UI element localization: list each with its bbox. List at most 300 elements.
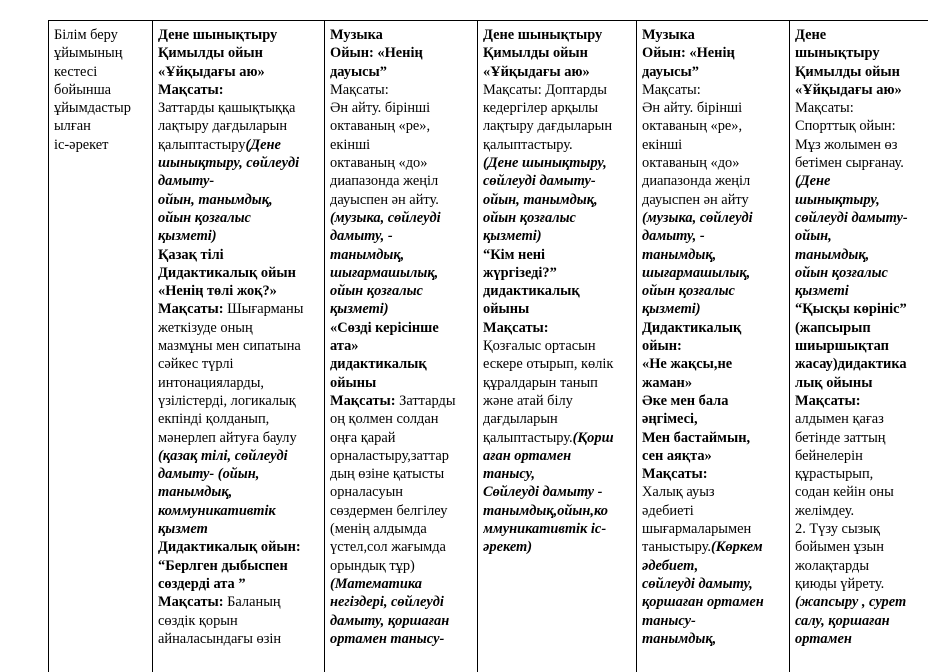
text-run: орындық тұр) bbox=[330, 557, 415, 574]
text-run: оңға қарай bbox=[330, 429, 396, 446]
text-run: дауысы” bbox=[642, 63, 699, 80]
text-line bbox=[158, 355, 320, 373]
text-line bbox=[483, 410, 632, 428]
text-run: және атай білу bbox=[483, 392, 573, 409]
text-line bbox=[158, 172, 320, 190]
text-line bbox=[642, 429, 785, 447]
text-run: үзілістерді, логикалық bbox=[158, 392, 296, 409]
text-line bbox=[642, 154, 785, 172]
text-line bbox=[642, 502, 785, 520]
text-line bbox=[158, 575, 320, 593]
text-line bbox=[483, 447, 632, 465]
text-run: қызметі) bbox=[642, 301, 701, 318]
text-run: Мақсаты: bbox=[483, 319, 549, 336]
text-line bbox=[330, 483, 473, 501]
text-line bbox=[158, 117, 320, 135]
text-line bbox=[330, 282, 473, 300]
text-run: (Математика bbox=[330, 575, 422, 592]
text-line bbox=[795, 374, 924, 392]
text-run: шынықтыру, сөйлеуді bbox=[158, 155, 300, 172]
text-run: сөздік қорын bbox=[158, 612, 238, 629]
text-line bbox=[483, 374, 632, 392]
text-line bbox=[483, 520, 632, 538]
text-line bbox=[795, 191, 924, 209]
text-run: октаваның «ре», bbox=[642, 118, 743, 135]
text-run: лақтыру дағдыларын bbox=[483, 118, 613, 135]
text-run: Мақсаты: bbox=[642, 81, 701, 98]
text-line bbox=[642, 99, 785, 117]
text-line bbox=[642, 282, 785, 300]
text-run: сөйлеуді дамыту, bbox=[642, 575, 753, 592]
text-line bbox=[642, 63, 785, 81]
text-run: Баланың bbox=[227, 594, 281, 611]
text-line bbox=[642, 319, 785, 337]
text-line bbox=[642, 374, 785, 392]
text-line bbox=[483, 483, 632, 501]
text-run: Музыка bbox=[642, 27, 695, 43]
text-line bbox=[330, 355, 473, 373]
text-line bbox=[642, 172, 785, 190]
text-line bbox=[158, 282, 320, 300]
text-run: “Қысқы көрініс” bbox=[795, 301, 907, 318]
text-run: Мақсаты: bbox=[330, 392, 400, 409]
text-run: қызмет bbox=[158, 521, 208, 538]
text-line bbox=[330, 246, 473, 264]
text-run: (Қорш bbox=[572, 429, 614, 446]
text-line bbox=[795, 227, 924, 245]
text-run: Дидактикалық bbox=[642, 319, 742, 336]
text-line bbox=[483, 99, 632, 117]
text-run: лық ойыны bbox=[795, 374, 873, 391]
text-run: алдымен қағаз bbox=[795, 411, 884, 428]
text-line bbox=[330, 447, 473, 465]
text-line bbox=[330, 392, 473, 410]
text-run: құралдарын танып bbox=[483, 374, 598, 391]
text-line bbox=[483, 63, 632, 81]
text-run: қиюды үйрету. bbox=[795, 575, 885, 592]
text-line bbox=[483, 81, 632, 99]
text-run: танымдық, bbox=[642, 630, 717, 647]
text-line bbox=[795, 136, 924, 154]
text-line bbox=[795, 319, 924, 337]
text-run: дауыспен ән айту bbox=[642, 191, 749, 208]
text-line bbox=[158, 191, 320, 209]
text-run: Қазақ тілі bbox=[158, 246, 224, 263]
text-line bbox=[795, 282, 924, 300]
text-line bbox=[158, 227, 320, 245]
text-run: (Дене шынықтыру, bbox=[483, 155, 607, 172]
text-line bbox=[642, 337, 785, 355]
text-line bbox=[795, 355, 924, 373]
text-line bbox=[483, 154, 632, 172]
text-run: ойын, bbox=[795, 228, 832, 245]
text-line bbox=[158, 337, 320, 355]
text-run: желімдеу. bbox=[795, 502, 855, 519]
text-line bbox=[158, 557, 320, 575]
text-line bbox=[158, 465, 320, 483]
text-run: Қимылды ойын bbox=[483, 45, 588, 62]
text-run: ммуникативтік іс- bbox=[483, 521, 607, 538]
text-run: қызметі) bbox=[483, 228, 542, 245]
text-line bbox=[483, 191, 632, 209]
text-line bbox=[483, 300, 632, 318]
text-line bbox=[330, 63, 473, 81]
text-line bbox=[642, 557, 785, 575]
text-line bbox=[158, 630, 320, 648]
text-run: «Сөзді керісінше bbox=[330, 319, 439, 336]
text-run: шынықтыру, bbox=[795, 191, 880, 208]
text-line bbox=[642, 300, 785, 318]
text-line bbox=[642, 117, 785, 135]
text-line bbox=[330, 374, 473, 392]
text-line bbox=[330, 319, 473, 337]
text-line bbox=[642, 246, 785, 264]
text-run: жолақтарды bbox=[795, 557, 869, 574]
text-run: сөздермен белгілеу bbox=[330, 502, 448, 519]
text-run: (жапсырып bbox=[795, 319, 871, 336]
text-line bbox=[158, 593, 320, 611]
text-line bbox=[795, 465, 924, 483]
text-line bbox=[795, 154, 924, 172]
text-run: ойын: bbox=[642, 338, 682, 355]
text-run: ортамен танысу- bbox=[330, 630, 445, 647]
text-run: Шығарманы bbox=[227, 301, 304, 318]
text-line bbox=[795, 300, 924, 318]
text-run: әңгімесі, bbox=[642, 411, 698, 428]
text-line bbox=[158, 209, 320, 227]
text-run: Мақсаты: bbox=[330, 81, 389, 98]
text-line bbox=[330, 557, 473, 575]
text-run: Сөйлеуді дамыту - bbox=[483, 484, 603, 501]
text-run: ортамен bbox=[795, 630, 852, 647]
text-run: дамыту, қоршаған bbox=[330, 612, 450, 629]
text-line bbox=[330, 227, 473, 245]
text-run: танымдық, bbox=[330, 246, 405, 263]
text-run: жүргізеді?” bbox=[483, 264, 557, 281]
text-run: Мақсаты: bbox=[642, 466, 708, 483]
text-run: Заттарды қашықтыққа bbox=[158, 100, 296, 117]
text-run: сәйкес түрлі bbox=[158, 356, 234, 373]
text-run: бетімен сырғанау. bbox=[795, 155, 904, 172]
text-line bbox=[330, 136, 473, 154]
text-run: әдебиет, bbox=[642, 557, 699, 574]
text-run: (Көркем bbox=[710, 539, 763, 556]
text-run: сен аяқта» bbox=[642, 447, 712, 464]
text-run: Мен бастаймын, bbox=[642, 429, 751, 446]
text-line bbox=[795, 630, 924, 648]
text-run: «Ұйқыдағы аю» bbox=[158, 63, 265, 80]
text-run: (музыка, сөйлеуді bbox=[642, 209, 753, 226]
text-line bbox=[795, 172, 924, 190]
text-line bbox=[642, 575, 785, 593]
text-line bbox=[483, 172, 632, 190]
text-run: бойынша bbox=[54, 81, 112, 98]
text-run: диапазонда жеңіл bbox=[330, 173, 439, 190]
text-line bbox=[330, 172, 473, 190]
text-line bbox=[795, 410, 924, 428]
text-run: Қимылды ойын bbox=[795, 63, 900, 80]
text-run: (қазақ тілі, сөйлеуді bbox=[158, 447, 288, 464]
text-line bbox=[795, 520, 924, 538]
text-run: қызметі) bbox=[330, 301, 389, 318]
text-line bbox=[642, 630, 785, 648]
text-line bbox=[795, 447, 924, 465]
text-run: октаваның «до» bbox=[330, 155, 428, 172]
text-run: Заттарды bbox=[399, 392, 456, 409]
text-run: содан кейін оны bbox=[795, 484, 894, 501]
text-line bbox=[158, 374, 320, 392]
text-run: ойын, танымдық, bbox=[158, 191, 273, 208]
text-run: мазмұны мен сипатына bbox=[158, 338, 301, 355]
text-line bbox=[330, 630, 473, 648]
text-line bbox=[158, 99, 320, 117]
text-line bbox=[642, 465, 785, 483]
text-line bbox=[483, 392, 632, 410]
text-run: айналасындағы өзін bbox=[158, 630, 282, 647]
text-line bbox=[483, 26, 632, 44]
text-line bbox=[158, 612, 320, 630]
text-run: «Не жақсы,не bbox=[642, 356, 733, 373]
text-line bbox=[795, 429, 924, 447]
text-run: шығармашылық, bbox=[330, 264, 439, 281]
text-line bbox=[795, 575, 924, 593]
text-run: қоршаған ортамен bbox=[642, 594, 764, 611]
text-run: Дене шынықтыру bbox=[158, 27, 278, 43]
text-line bbox=[158, 319, 320, 337]
text-line bbox=[795, 593, 924, 611]
text-run: ұйымының bbox=[54, 45, 123, 62]
text-line bbox=[795, 63, 924, 81]
text-run: Мақсаты: bbox=[795, 392, 861, 409]
text-line bbox=[483, 319, 632, 337]
text-line bbox=[795, 81, 924, 99]
text-line bbox=[642, 227, 785, 245]
text-line bbox=[795, 117, 924, 135]
text-line bbox=[158, 429, 320, 447]
text-run: Мақсаты: bbox=[158, 81, 224, 98]
text-run: дамыту- (ойын, bbox=[158, 466, 260, 483]
text-line bbox=[158, 538, 320, 556]
text-run: Дидактикалық ойын: bbox=[158, 539, 301, 556]
text-line bbox=[642, 538, 785, 556]
text-line bbox=[642, 612, 785, 630]
text-line bbox=[795, 337, 924, 355]
text-line bbox=[54, 81, 148, 99]
text-run: интонацияларды, bbox=[158, 374, 264, 391]
text-run: диапазонда жеңіл bbox=[642, 173, 751, 190]
text-run: Дене bbox=[795, 27, 827, 43]
text-line bbox=[54, 63, 148, 81]
text-run: Әке мен бала bbox=[642, 392, 729, 409]
text-run: дидактикалық bbox=[330, 356, 427, 373]
text-line bbox=[330, 44, 473, 62]
text-line bbox=[330, 410, 473, 428]
text-line bbox=[158, 483, 320, 501]
text-line bbox=[158, 300, 320, 318]
text-line bbox=[795, 44, 924, 62]
text-run: бойымен ұзын bbox=[795, 539, 884, 556]
text-line bbox=[158, 447, 320, 465]
text-run: Қимылды ойын bbox=[158, 45, 263, 62]
text-run: «Ұйқыдағы аю» bbox=[483, 63, 590, 80]
text-line bbox=[642, 136, 785, 154]
text-run: “Берлген дыбыспен bbox=[158, 557, 288, 574]
text-run: үстел,сол жағымда bbox=[330, 539, 446, 556]
text-line bbox=[54, 136, 148, 154]
text-run: шынықтыру bbox=[795, 45, 880, 62]
text-run: дидактикалық bbox=[483, 283, 580, 300]
text-run: (жапсыру , сурет bbox=[795, 594, 907, 611]
text-line bbox=[795, 612, 924, 630]
text-run: қызметі) bbox=[158, 228, 217, 245]
text-run: Мақсаты: bbox=[158, 594, 228, 611]
text-run: 2. Түзу сызық bbox=[795, 521, 880, 538]
text-line bbox=[330, 300, 473, 318]
text-run: әрекет) bbox=[483, 539, 533, 556]
text-line bbox=[330, 502, 473, 520]
text-line bbox=[483, 209, 632, 227]
text-run: ұйымдастыр bbox=[54, 100, 131, 117]
text-run: лақтыру дағдыларын bbox=[158, 118, 288, 135]
text-line bbox=[795, 483, 924, 501]
text-line bbox=[642, 209, 785, 227]
text-line bbox=[330, 465, 473, 483]
text-line bbox=[330, 99, 473, 117]
text-run: шығармашылық, bbox=[642, 264, 751, 281]
text-run: танымдық, bbox=[795, 246, 870, 263]
text-line bbox=[330, 612, 473, 630]
text-line bbox=[795, 502, 924, 520]
text-line bbox=[158, 81, 320, 99]
day-4-cell bbox=[637, 21, 790, 672]
text-run: Қозғалыс ортасын bbox=[483, 338, 596, 355]
text-run: жаман» bbox=[642, 374, 693, 391]
text-run: дамыту, - bbox=[330, 228, 393, 245]
text-line bbox=[795, 246, 924, 264]
text-line bbox=[642, 593, 785, 611]
day-2-cell bbox=[325, 21, 478, 672]
text-line bbox=[158, 136, 320, 154]
text-run: дамыту- bbox=[158, 173, 215, 190]
text-line bbox=[330, 429, 473, 447]
text-line bbox=[483, 282, 632, 300]
text-run: (менің алдымда bbox=[330, 521, 427, 538]
activity-type-cell bbox=[49, 21, 153, 672]
text-line bbox=[483, 355, 632, 373]
text-run: ата» bbox=[330, 338, 359, 355]
text-line bbox=[642, 520, 785, 538]
text-line bbox=[795, 209, 924, 227]
text-line bbox=[642, 264, 785, 282]
text-line bbox=[483, 429, 632, 447]
text-line bbox=[483, 44, 632, 62]
text-run: Мақсаты: bbox=[158, 301, 228, 318]
text-line bbox=[54, 117, 148, 135]
text-run: Музыка bbox=[330, 27, 383, 43]
text-run: «Ненің төлі жоқ?» bbox=[158, 283, 277, 300]
text-line bbox=[795, 99, 924, 117]
text-run: ойын қозғалыс bbox=[795, 264, 888, 281]
text-run: оң қолмен солдан bbox=[330, 411, 439, 428]
text-run: ойын қозғалыс bbox=[483, 209, 576, 226]
text-run: негіздері, сөйлеуді bbox=[330, 594, 444, 611]
text-run: ойын қозғалыс bbox=[330, 283, 423, 300]
text-line bbox=[330, 538, 473, 556]
text-line bbox=[642, 44, 785, 62]
text-line bbox=[642, 483, 785, 501]
text-line bbox=[483, 136, 632, 154]
text-run: Ән айту. бірінші bbox=[642, 100, 743, 117]
text-line bbox=[330, 26, 473, 44]
text-line bbox=[483, 538, 632, 556]
text-line bbox=[330, 337, 473, 355]
text-run: “Кім нені bbox=[483, 246, 545, 263]
text-line bbox=[330, 575, 473, 593]
text-line bbox=[158, 392, 320, 410]
text-run: дамыту, - bbox=[642, 228, 705, 245]
text-run: орналастыру,заттар bbox=[330, 447, 449, 464]
text-line bbox=[795, 26, 924, 44]
text-run: Ойын: «Ненің bbox=[330, 45, 423, 62]
document-page bbox=[48, 20, 928, 672]
text-line bbox=[54, 99, 148, 117]
text-line bbox=[158, 502, 320, 520]
text-line bbox=[158, 264, 320, 282]
text-run: танымдық,ойын,ко bbox=[483, 502, 608, 519]
text-line bbox=[330, 81, 473, 99]
text-run: дың өзіне қатысты bbox=[330, 466, 445, 483]
text-run: екінші bbox=[330, 136, 371, 153]
text-line bbox=[330, 191, 473, 209]
text-line bbox=[795, 538, 924, 556]
text-line bbox=[158, 246, 320, 264]
text-run: ойыны bbox=[330, 374, 377, 391]
text-run: Спорттық ойын: bbox=[795, 118, 896, 135]
text-run: ойын, танымдық, bbox=[483, 191, 598, 208]
text-run: іс-әрекет bbox=[54, 136, 109, 153]
text-run: екпінді қолданып, bbox=[158, 411, 270, 428]
text-line bbox=[642, 392, 785, 410]
text-line bbox=[330, 593, 473, 611]
text-line bbox=[158, 154, 320, 172]
day-1-cell bbox=[153, 21, 325, 672]
text-line bbox=[330, 520, 473, 538]
text-run: «Ұйқыдағы аю» bbox=[795, 81, 902, 98]
text-run: жасау)дидактика bbox=[795, 356, 907, 373]
text-run: Халық ауыз bbox=[642, 484, 715, 501]
text-run: құрастырып, bbox=[795, 466, 874, 483]
text-run: Білім беру bbox=[54, 27, 118, 43]
text-run: Дидактикалық ойын bbox=[158, 264, 296, 281]
text-line bbox=[483, 465, 632, 483]
day-3-cell bbox=[478, 21, 637, 672]
text-line bbox=[642, 410, 785, 428]
text-run: сөйлеуді дамыту- bbox=[483, 173, 596, 190]
text-line bbox=[795, 392, 924, 410]
text-run: сөйлеуді дамыту- bbox=[795, 209, 908, 226]
text-line bbox=[158, 44, 320, 62]
text-run: бетінде заттың bbox=[795, 429, 886, 446]
text-line bbox=[330, 264, 473, 282]
text-line bbox=[642, 81, 785, 99]
text-line bbox=[158, 520, 320, 538]
text-run: салу, қоршаған bbox=[795, 612, 890, 629]
text-run: екінші bbox=[642, 136, 683, 153]
text-run: ойын қозғалыс bbox=[642, 283, 735, 300]
text-line bbox=[642, 191, 785, 209]
text-run: Ән айту. бірінші bbox=[330, 100, 431, 117]
text-run: ескере отырып, көлік bbox=[483, 356, 614, 373]
